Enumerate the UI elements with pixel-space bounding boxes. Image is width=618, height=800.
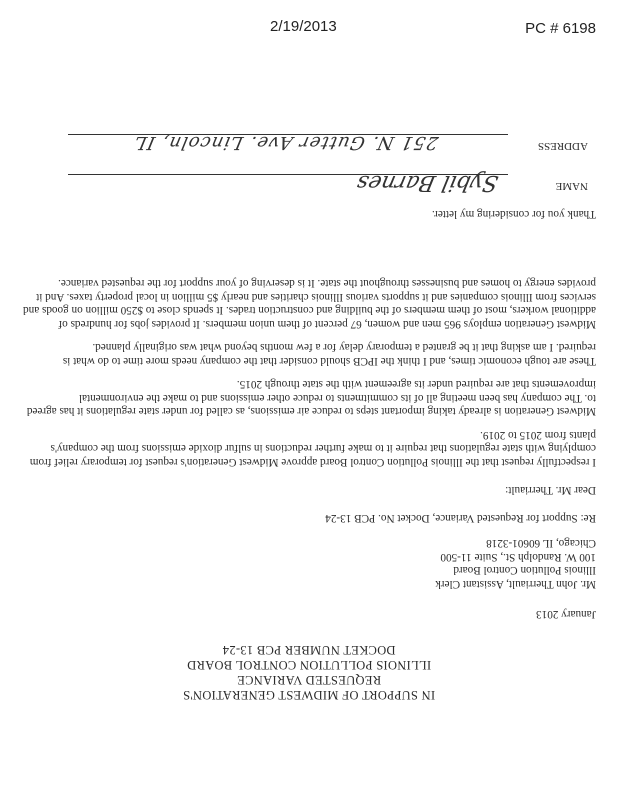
closing: Thank you for considering my letter. [431,208,596,220]
re-line: Re: Support for Requested Variance, Docket No. PCB 13-24 [325,512,596,524]
title-line: ILLINOIS POLLUTION CONTROL BOARD [186,658,432,672]
letter-date: January 2013 [536,608,596,620]
title-line: IN SUPPORT OF MIDWEST GENERATION'S [182,688,436,702]
rotated-letter [22,112,596,702]
body-paragraph: Midwest Generation employs 965 men and women, 67 percent of them union members. It provides jobs for hundreds of additional workers, most of them members of the building and construction trades. It spends close to $250 million on goods and services from Illinois companies and it supports various Illinois charities and nearly $5 million in local property taxes. And it provides energy to homes and businesses throughout the state. It is deserving of your support for the requested variance. [23,277,596,330]
body-paragraph: I respectfully request that the Illinois Pollution Control Board approve Midwest Generation's request for temporary relief from complying with state regulations that require it to make further reductions in sulfur dioxide emissions from the company's plants from 2015 to 2019. [29,429,596,468]
body-paragraph: These are tough economic times, and I think the IPCB should consider that the company needs more time to do what is required. I am asking that it be granted a temporary delay for a few months beyond what was originally planned. [62,341,596,367]
letter-body [22,266,596,468]
title-line: DOCKET NUMBER PCB 13-24 [222,643,396,657]
name-label: NAME [555,180,588,192]
recipient-line: 100 W. Randolph St., Suite 11-500 [440,551,596,563]
recipient-address [22,536,596,590]
recipient-line: Chicago, IL 60601-3218 [486,537,596,550]
address-row [28,128,588,162]
handwritten-address: 251 N. Gutter Ave. Lincoln, IL [131,132,441,154]
name-row [28,168,588,202]
public-comment-number: PC # 6198 [525,20,596,37]
body-paragraph: Midwest Generation is already taking important steps to reduce air emissions, as called for under state regulations it has agreed to. The company has been meeting all of its commitments to reduce other emissions and to make the environmental improvements that are required under its agreement with the state through 2015. [26,378,596,418]
handwritten-name: Sybil Barnes [354,170,501,196]
salutation: Dear Mr. Therriault: [505,484,596,496]
address-label: ADDRESS [537,140,588,152]
fax-date: 2/19/2013 [270,18,337,35]
title-line: REQUESTED VARIANCE [236,673,382,687]
recipient-line: Mr. John Therriault, Assistant Clerk [435,578,596,590]
recipient-line: Illinois Pollution Control Board [453,564,596,577]
letter-title [22,642,596,702]
